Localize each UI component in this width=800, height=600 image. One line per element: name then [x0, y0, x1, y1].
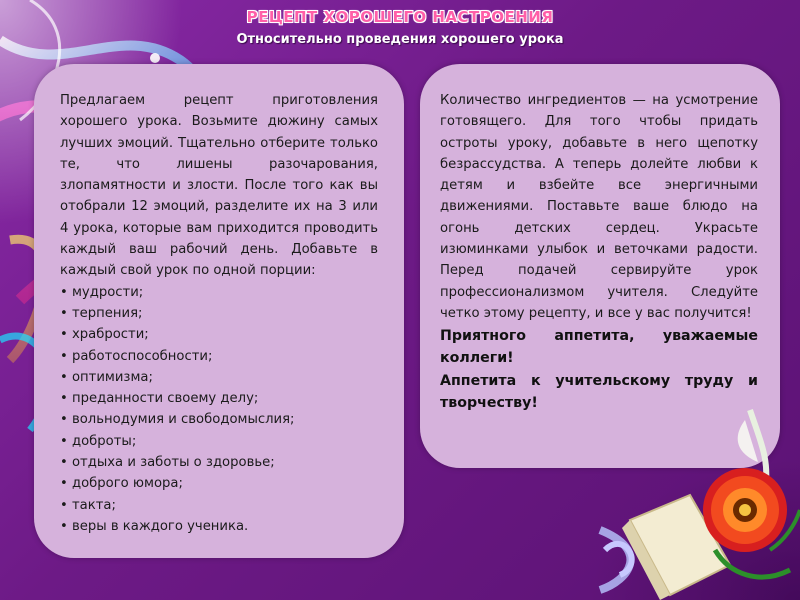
recipe-panel-left: [34, 64, 404, 558]
list-item: • такта;: [60, 497, 116, 513]
list-item: • оптимизма;: [60, 369, 153, 385]
page-title: РЕЦЕПТ ХОРОШЕГО НАСТРОЕНИЯ: [246, 8, 554, 26]
list-item: • доброго юмора;: [60, 476, 183, 492]
list-item: • преданности своему делу;: [60, 391, 259, 407]
recipe-intro: Предлагаем рецепт приготовления хорошего урока. Возьмите дюжину самых лучших эмоций. Тщательно отберите только те, что лишены разочарования, злопамятности и злости. После того как вы отобрали 12 эмоций, разделите их на 3 или 4 урока, которые вам приходится проводить каждый ваш рабочий день. Добавьте в каждый свой урок по одной порции:: [60, 93, 378, 279]
list-item: • доброты;: [60, 433, 137, 449]
closing-line-2: Аппетита к учительскому труду и творчеству!: [440, 373, 758, 412]
list-item: • мудрости;: [60, 284, 144, 300]
ingredient-list: [60, 282, 378, 538]
list-item: • вольнодумия и свободомыслия;: [60, 412, 295, 428]
list-item: • терпения;: [60, 305, 143, 321]
list-item: • храбрости;: [60, 327, 149, 343]
list-item: • работоспособности;: [60, 348, 213, 364]
gerbera-flower-icon: [600, 400, 800, 600]
page-subtitle: Относительно проведения хорошего урока: [236, 32, 564, 47]
recipe-instructions: Количество ингредиентов — на усмотрение готовящего. Для того чтобы придать остроты уроку, добавьте в него щепотку безрассудства. А теперь долейте любви к детям и взбейте все энергичными движениями. Поставьте ваше блюдо на огонь детских сердец. Украсьте изюминками улыбок и веточками радости. Перед подачей сервируйте урок профессионализмом учителя. Следуйте четко этому рецепту, и все у вас получится!: [440, 93, 758, 321]
closing-line-1: Приятного аппетита, уважаемые коллеги!: [440, 328, 758, 367]
list-item: • отдыха и заботы о здоровье;: [60, 455, 275, 471]
list-item: • веры в каждого ученика.: [60, 518, 249, 534]
